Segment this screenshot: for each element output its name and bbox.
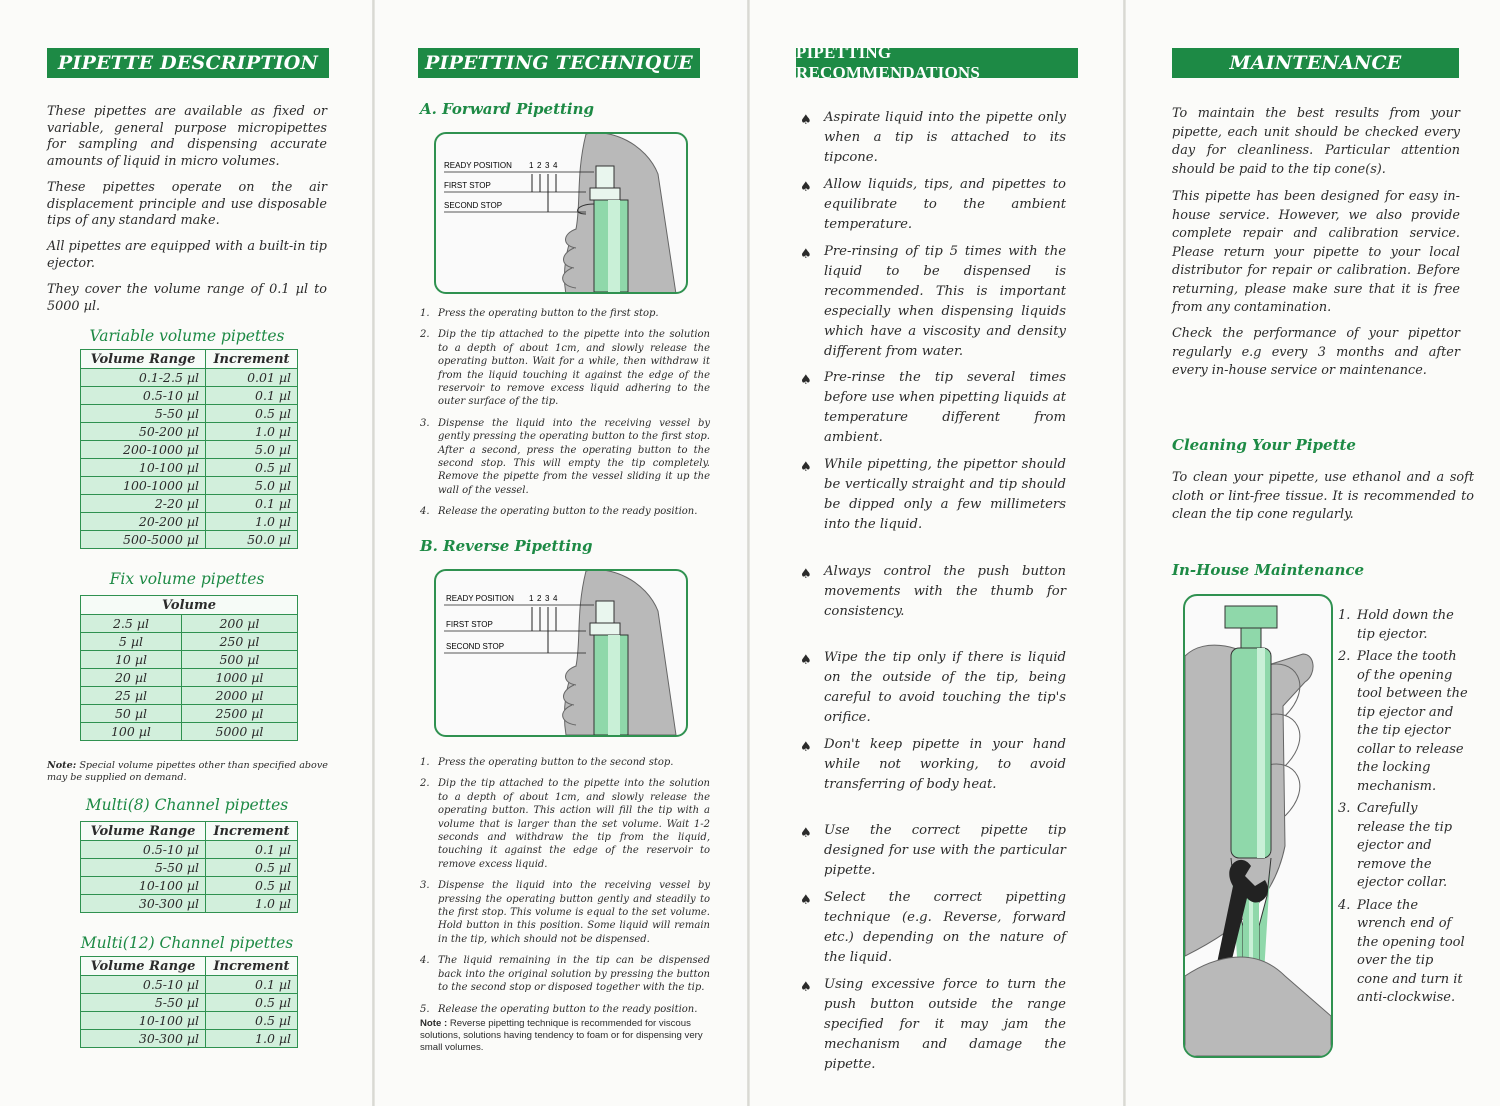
table-row xyxy=(81,1012,298,1030)
spade-bullet-icon: ♠ xyxy=(800,826,812,841)
recommendation-item xyxy=(796,648,1066,728)
table-cell: 1.0 µl xyxy=(206,895,298,913)
forward-steps xyxy=(420,307,710,527)
step-text: Press the operating button to the first stop. xyxy=(438,308,659,319)
recommendation-text: Pre-rinsing of tip 5 times with the liquid to be dispensed is recommended. This is important especially when dispensing liquids which have a viscosity and density different from water. xyxy=(824,244,1066,359)
table-row xyxy=(81,1030,298,1048)
variable-volume-table xyxy=(80,349,298,549)
column-header: Volume xyxy=(81,596,298,615)
technique-title: PIPETTING TECHNIQUE xyxy=(418,48,700,78)
table-cell: 2000 µl xyxy=(181,687,297,705)
table-row xyxy=(81,405,298,423)
fold-line xyxy=(747,0,750,1106)
table-cell: 20 µl xyxy=(81,669,182,687)
reverse-heading: B. Reverse Pipetting xyxy=(420,537,593,555)
table-cell: 0.5-10 µl xyxy=(81,976,206,994)
table-cell: 0.5-10 µl xyxy=(81,387,206,405)
step-item: 4. The liquid remaining in the tip can be dispensed back into the original solution by pressing the button to the second stop or disposed together with the tip. xyxy=(420,955,710,994)
table-cell: 100 µl xyxy=(81,723,182,741)
recommendation-text: Using excessive force to turn the push button outside the range specified for it may jam the mechanism and damage the pipette. xyxy=(824,977,1066,1072)
table-row xyxy=(81,895,298,913)
maintenance-paragraph: Check the performance of your pipettor regularly e.g every 3 months and after every in-house service or maintenance. xyxy=(1172,326,1460,378)
table-cell: 5-50 µl xyxy=(81,994,206,1012)
description-paragraph: They cover the volume range of 0.1 µl to 5000 µl. xyxy=(47,282,327,314)
step-text: Dispense the liquid into the receiving vessel by pressing the operating button gently and steadily to the first stop. This volume is equal to the set volume. Hold button in this position. Some liquid will remain in the tip, which should not be dispensed. xyxy=(438,880,710,945)
recommendations-list xyxy=(796,0,1096,1100)
recommendation-item xyxy=(796,735,1066,795)
step-item: 3. Dispense the liquid into the receiving vessel by pressing the operating button gently and steadily to the first stop. This volume is equal to the set volume. Hold button in this position. Some liquid will remain in the tip, which should not be dispensed. xyxy=(420,880,710,945)
step-item: 2. Place the tooth of the opening tool between the tip ejector and the tip ejector collar to release the locking mechanism. xyxy=(1338,649,1468,794)
spade-bullet-icon: ♠ xyxy=(800,567,812,582)
table-row xyxy=(81,513,298,531)
recommendation-item xyxy=(796,455,1066,535)
column-header: Volume Range xyxy=(81,822,206,841)
table-cell: 30-300 µl xyxy=(81,895,206,913)
table-row xyxy=(81,633,298,651)
table-cell: 5.0 µl xyxy=(206,441,298,459)
table-row xyxy=(81,877,298,895)
maintenance-steps xyxy=(1338,607,1468,1012)
position-number: 4 xyxy=(553,594,558,603)
reverse-steps xyxy=(420,756,710,1024)
position-number: 2 xyxy=(537,594,542,603)
table-cell: 2.5 µl xyxy=(81,615,182,633)
multi12-table xyxy=(80,956,298,1048)
table-cell: 5000 µl xyxy=(181,723,297,741)
second-stop-label: SECOND STOP xyxy=(446,642,505,651)
table-cell: 2500 µl xyxy=(181,705,297,723)
recommendation-text: Use the correct pipette tip designed for use with the particular pipette. xyxy=(824,823,1066,878)
spade-bullet-icon: ♠ xyxy=(800,113,812,128)
table-cell: 1.0 µl xyxy=(206,513,298,531)
description-title: PIPETTE DESCRIPTION xyxy=(47,48,329,78)
table-cell: 200-1000 µl xyxy=(81,441,206,459)
table-cell: 0.5 µl xyxy=(206,459,298,477)
recommendation-item xyxy=(796,975,1066,1075)
maintenance-paragraph: To maintain the best results from your pipette, each unit should be checked every day for cleanliness. Particular attention should be paid to the tip cone(s). xyxy=(1172,106,1460,177)
pipette-hand-illustration xyxy=(436,134,686,292)
table-cell: 0.1 µl xyxy=(206,841,298,859)
spade-bullet-icon: ♠ xyxy=(800,893,812,908)
table-row xyxy=(81,651,298,669)
multi8-table xyxy=(80,821,298,913)
table-row xyxy=(81,495,298,513)
table-cell: 1.0 µl xyxy=(206,423,298,441)
position-number: 1 xyxy=(529,161,534,170)
table-cell: 0.01 µl xyxy=(206,369,298,387)
first-stop-label: FIRST STOP xyxy=(444,181,491,190)
table-cell: 10-100 µl xyxy=(81,1012,206,1030)
cleaning-text: To clean your pipette, use ethanol and a soft cloth or lint-free tissue. It is recommended to clean the tip cone regularly. xyxy=(1172,470,1474,522)
multi12-heading: Multi(12) Channel pipettes xyxy=(80,934,294,952)
table-cell: 0.5 µl xyxy=(206,1012,298,1030)
table-row xyxy=(81,387,298,405)
table-cell: 0.5 µl xyxy=(206,877,298,895)
recommendation-item xyxy=(796,368,1066,448)
position-number: 3 xyxy=(545,161,550,170)
step-text: Release the operating button to the ready position. xyxy=(438,1003,698,1015)
note-text: Reverse pipetting technique is recommended for viscous solutions, solutions having tendency to foam or for dispensing very small volumes. xyxy=(420,1018,703,1053)
recommendation-text: Don't keep pipette in your hand while not working, to avoid transferring of body heat. xyxy=(824,737,1066,792)
recommendation-text: Select the correct pipetting technique (e.g. Reverse, forward etc.) depending on the nature of the liquid. xyxy=(824,890,1066,965)
step-text: Place the wrench end of the opening tool over the tip cone and turn it anti-clockwise. xyxy=(1357,897,1465,1005)
step-text: Dispense the liquid into the receiving vessel by gently pressing the operating button to the first stop. After a second, press the operating button to the second stop. This will empty the tip completely. Remove the pipette from the vessel sliding it up the wall of the vessel. xyxy=(438,417,710,496)
table-cell: 25 µl xyxy=(81,687,182,705)
recommendation-text: While pipetting, the pipettor should be vertically straight and tip should be dipped only a few millimeters into the liquid. xyxy=(824,457,1066,532)
first-stop-label: FIRST STOP xyxy=(446,620,493,629)
table-cell: 10 µl xyxy=(81,651,182,669)
column-header: Increment xyxy=(206,350,298,369)
table-cell: 2-20 µl xyxy=(81,495,206,513)
variable-volume-heading: Variable volume pipettes xyxy=(89,327,285,345)
multi8-heading: Multi(8) Channel pipettes xyxy=(85,796,289,814)
table-cell: 0.5 µl xyxy=(206,405,298,423)
table-cell: 5-50 µl xyxy=(81,859,206,877)
recommendation-item xyxy=(796,888,1066,968)
table-cell: 50-200 µl xyxy=(81,423,206,441)
fix-volume-table xyxy=(80,595,298,741)
forward-heading: A. Forward Pipetting xyxy=(420,100,595,118)
recommendation-item xyxy=(796,821,1066,881)
table-cell: 0.5 µl xyxy=(206,859,298,877)
step-item: 1. Press the operating button to the second stop. xyxy=(420,757,674,768)
recommendation-text: Wipe the tip only if there is liquid on the outside of the tip, being careful to avoid touching the tip's orifice. xyxy=(824,650,1066,725)
table-row xyxy=(81,369,298,387)
reverse-note xyxy=(420,1018,720,1054)
table-cell: 50 µl xyxy=(81,705,182,723)
table-row xyxy=(81,994,298,1012)
pipette-hand-illustration xyxy=(436,571,686,735)
spade-bullet-icon: ♠ xyxy=(800,373,812,388)
recommendation-text: Pre-rinse the tip several times before use when pipetting liquids at temperature different from ambient. xyxy=(824,370,1066,445)
table-cell: 30-300 µl xyxy=(81,1030,206,1048)
table-row xyxy=(81,976,298,994)
table-cell: 200 µl xyxy=(181,615,297,633)
table-row xyxy=(81,423,298,441)
step-text: Carefully release the tip ejector and remove the ejector collar. xyxy=(1357,801,1453,890)
table-cell: 5-50 µl xyxy=(81,405,206,423)
table-row xyxy=(81,615,298,633)
table-row xyxy=(81,441,298,459)
table-row xyxy=(81,669,298,687)
table-cell: 50.0 µl xyxy=(206,531,298,549)
step-text: Press the operating button to the second stop. xyxy=(438,757,674,768)
recommendation-text: Allow liquids, tips, and pipettes to equilibrate to the ambient temperature. xyxy=(824,177,1066,232)
recommendation-text: Always control the push button movements with the thumb for consistency. xyxy=(824,564,1066,619)
note-text: Special volume pipettes other than specified above may be supplied on demand. xyxy=(47,760,328,783)
spade-bullet-icon: ♠ xyxy=(800,460,812,475)
recommendation-text: Aspirate liquid into the pipette only when a tip is attached to its tipcone. xyxy=(824,110,1066,165)
table-cell: 20-200 µl xyxy=(81,513,206,531)
spade-bullet-icon: ♠ xyxy=(800,180,812,195)
table-row xyxy=(81,705,298,723)
step-item: 1. Press the operating button to the first stop. xyxy=(420,308,659,319)
table-cell: 0.1-2.5 µl xyxy=(81,369,206,387)
table-row xyxy=(81,687,298,705)
step-text: Hold down the tip ejector. xyxy=(1357,608,1454,642)
note-label: Note : xyxy=(420,1018,448,1029)
maintenance-paragraph: This pipette has been designed for easy in-house service. However, we also provide complete repair and calibration service. Please return your pipette to your local distributor for repair or calibration. Before returning, please make sure that it is free from any contamination. xyxy=(1172,189,1460,315)
position-number: 1 xyxy=(529,594,534,603)
ready-position-label: READY POSITION xyxy=(446,594,514,603)
step-item: 3. Dispense the liquid into the receiving vessel by gently pressing the operating button to the first stop. After a second, press the operating button to the second stop. This will empty the tip completely. Remove the pipette from the vessel sliding it up the wall of the vessel. xyxy=(420,417,710,496)
recommendation-item xyxy=(796,562,1066,622)
table-cell: 0.1 µl xyxy=(206,495,298,513)
step-item: 3. Carefully release the tip ejector and remove the ejector collar. xyxy=(1338,801,1453,890)
table-cell: 0.5-10 µl xyxy=(81,841,206,859)
spade-bullet-icon: ♠ xyxy=(800,740,812,755)
table-cell: 1.0 µl xyxy=(206,1030,298,1048)
step-text: Place the tooth of the opening tool between the tip ejector and the tip ejector collar to release the locking mechanism. xyxy=(1357,649,1468,794)
table-cell: 500 µl xyxy=(181,651,297,669)
step-item: 2. Dip the tip attached to the pipette into the solution to a depth of about 1cm, and slowly release the operating button. This action will fill the tip with a volume that is larger than the set volume. Wait 1-2 seconds and withdraw the tip from the liquid, touching it against the edge of the reservoir to remove excess liquid. xyxy=(420,778,710,870)
description-paragraph: These pipettes operate on the air displacement principle and use disposable tips of any standard make. xyxy=(47,180,327,228)
table-row xyxy=(81,531,298,549)
column-header: Increment xyxy=(206,822,298,841)
recommendation-item xyxy=(796,242,1066,362)
table-cell: 10-100 µl xyxy=(81,459,206,477)
step-item: 5. Release the operating button to the ready position. xyxy=(420,1003,698,1015)
spade-bullet-icon: ♠ xyxy=(800,980,812,995)
table-row xyxy=(81,459,298,477)
forward-diagram xyxy=(434,132,688,294)
step-item: 4. Place the wrench end of the opening tool over the tip cone and turn it anti-clockwise. xyxy=(1338,897,1465,1005)
note-label: Note: xyxy=(47,760,77,771)
table-cell: 0.1 µl xyxy=(206,387,298,405)
step-text: Dip the tip attached to the pipette into the solution to a depth of about 1cm, and slowly release the operating button. Wait for a while, then withdraw it from the liquid touching it against the edge of the reservoir to remove excess liquid adhering to the outer surface of the tip. xyxy=(438,329,710,408)
table-cell: 250 µl xyxy=(181,633,297,651)
table-cell: 0.5 µl xyxy=(206,994,298,1012)
table-cell: 500-5000 µl xyxy=(81,531,206,549)
table-row xyxy=(81,477,298,495)
second-stop-label: SECOND STOP xyxy=(444,201,503,210)
table-cell: 0.1 µl xyxy=(206,976,298,994)
column-header: Volume Range xyxy=(81,957,206,976)
table-cell: 1000 µl xyxy=(181,669,297,687)
table-cell: 10-100 µl xyxy=(81,877,206,895)
spade-bullet-icon: ♠ xyxy=(800,247,812,262)
description-note xyxy=(47,760,337,784)
position-number: 2 xyxy=(537,161,542,170)
reverse-diagram xyxy=(434,569,688,737)
position-number: 3 xyxy=(545,594,550,603)
maintenance-diagram xyxy=(1183,594,1333,1058)
recommendation-item xyxy=(796,175,1066,235)
ready-position-label: READY POSITION xyxy=(444,161,512,170)
spade-bullet-icon: ♠ xyxy=(800,653,812,668)
step-item: 1. Hold down the tip ejector. xyxy=(1338,608,1454,642)
description-paragraph: These pipettes are available as fixed or variable, general purpose micropipettes for sampling and dispensing accurate amounts of liquid in micro volumes. xyxy=(47,104,327,169)
table-row xyxy=(81,723,298,741)
column-header: Increment xyxy=(206,957,298,976)
position-number: 4 xyxy=(553,161,558,170)
description-paragraph: All pipettes are equipped with a built-in tip ejector. xyxy=(47,239,327,271)
pipette-wrench-illustration xyxy=(1185,596,1331,1056)
cleaning-heading: Cleaning Your Pipette xyxy=(1172,436,1356,454)
step-item: 4. Release the operating button to the ready position. xyxy=(420,506,698,518)
recommendations-title: PIPETTING RECOMMENDATIONS xyxy=(796,48,1078,78)
step-item: 2. Dip the tip attached to the pipette into the solution to a depth of about 1cm, and slowly release the operating button. Wait for a while, then withdraw it from the liquid touching it against the edge of the reservoir to remove excess liquid adhering to the outer surface of the tip. xyxy=(420,329,710,408)
fix-volume-heading: Fix volume pipettes xyxy=(109,570,265,588)
table-cell: 100-1000 µl xyxy=(81,477,206,495)
table-row xyxy=(81,859,298,877)
table-cell: 5 µl xyxy=(81,633,182,651)
fold-line xyxy=(372,0,375,1106)
inhouse-heading: In-House Maintenance xyxy=(1172,561,1365,579)
maintenance-title: MAINTENANCE xyxy=(1172,48,1459,78)
table-row xyxy=(81,841,298,859)
fold-line xyxy=(1123,0,1126,1106)
step-text: Release the operating button to the ready position. xyxy=(438,506,698,518)
step-text: Dip the tip attached to the pipette into the solution to a depth of about 1cm, and slowly release the operating button. This action will fill the tip with a volume that is larger than the set volume. Wait 1-2 seconds and withdraw the tip from the liquid, touching it against the edge of the reservoir to remove excess liquid. xyxy=(438,778,710,870)
step-text: The liquid remaining in the tip can be dispensed back into the original solution by pressing the button to the second stop or disposed together with the tip. xyxy=(438,955,710,994)
column-header: Volume Range xyxy=(81,350,206,369)
recommendation-item xyxy=(796,108,1066,168)
table-cell: 5.0 µl xyxy=(206,477,298,495)
